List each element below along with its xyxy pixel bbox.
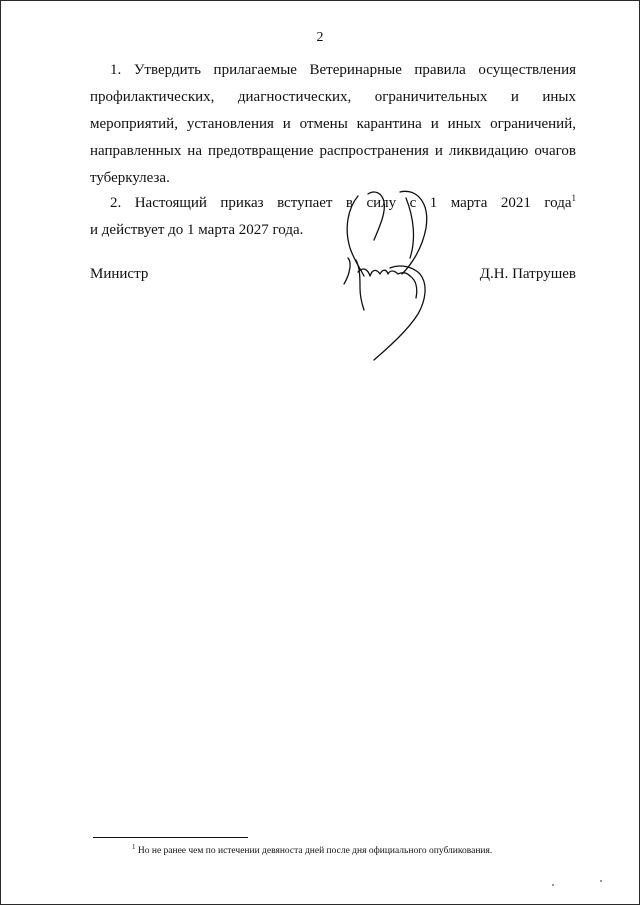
order-item-1 xyxy=(90,57,576,192)
scan-speck xyxy=(600,880,602,882)
signatory-title: Министр xyxy=(90,266,149,282)
signatory-name: Д.Н. Патрушев xyxy=(479,266,576,282)
footnote-marker: 1 xyxy=(132,842,136,851)
order-item-1-line-1-text: Утвердить прилагаемые Ветеринарные правила осуществления xyxy=(133,62,577,78)
handwritten-signature xyxy=(330,188,450,363)
order-item-2-line-1-text: Настоящий приказ вступает в силу с 1 марта 2021 года xyxy=(134,195,572,211)
order-item-2-number: 2. xyxy=(110,195,122,211)
footnote-separator xyxy=(93,837,248,838)
order-item-1-line-2: профилактических, диагностических, ограничительных и иных xyxy=(90,89,576,105)
footnote-text: Но не ранее чем по истечении девяноста дней после дня официального опубликования. xyxy=(137,846,493,856)
order-item-1-line-3: мероприятий, установления и отмены карантина и иных ограничений, xyxy=(90,116,576,132)
order-item-1-line-5: туберкулеза. xyxy=(90,170,170,186)
order-item-1-line-4: направленных на предотвращение распространения и ликвидацию очагов xyxy=(90,143,576,159)
order-item-1-number: 1. xyxy=(110,62,122,78)
scan-speck xyxy=(552,884,554,886)
footnote-reference[interactable]: 1 xyxy=(571,193,577,203)
page-number: 2 xyxy=(316,30,324,45)
order-item-2-line-2: и действует до 1 марта 2027 года. xyxy=(90,222,304,238)
order-item-1-line-1 xyxy=(90,57,576,84)
footnote xyxy=(132,842,493,857)
